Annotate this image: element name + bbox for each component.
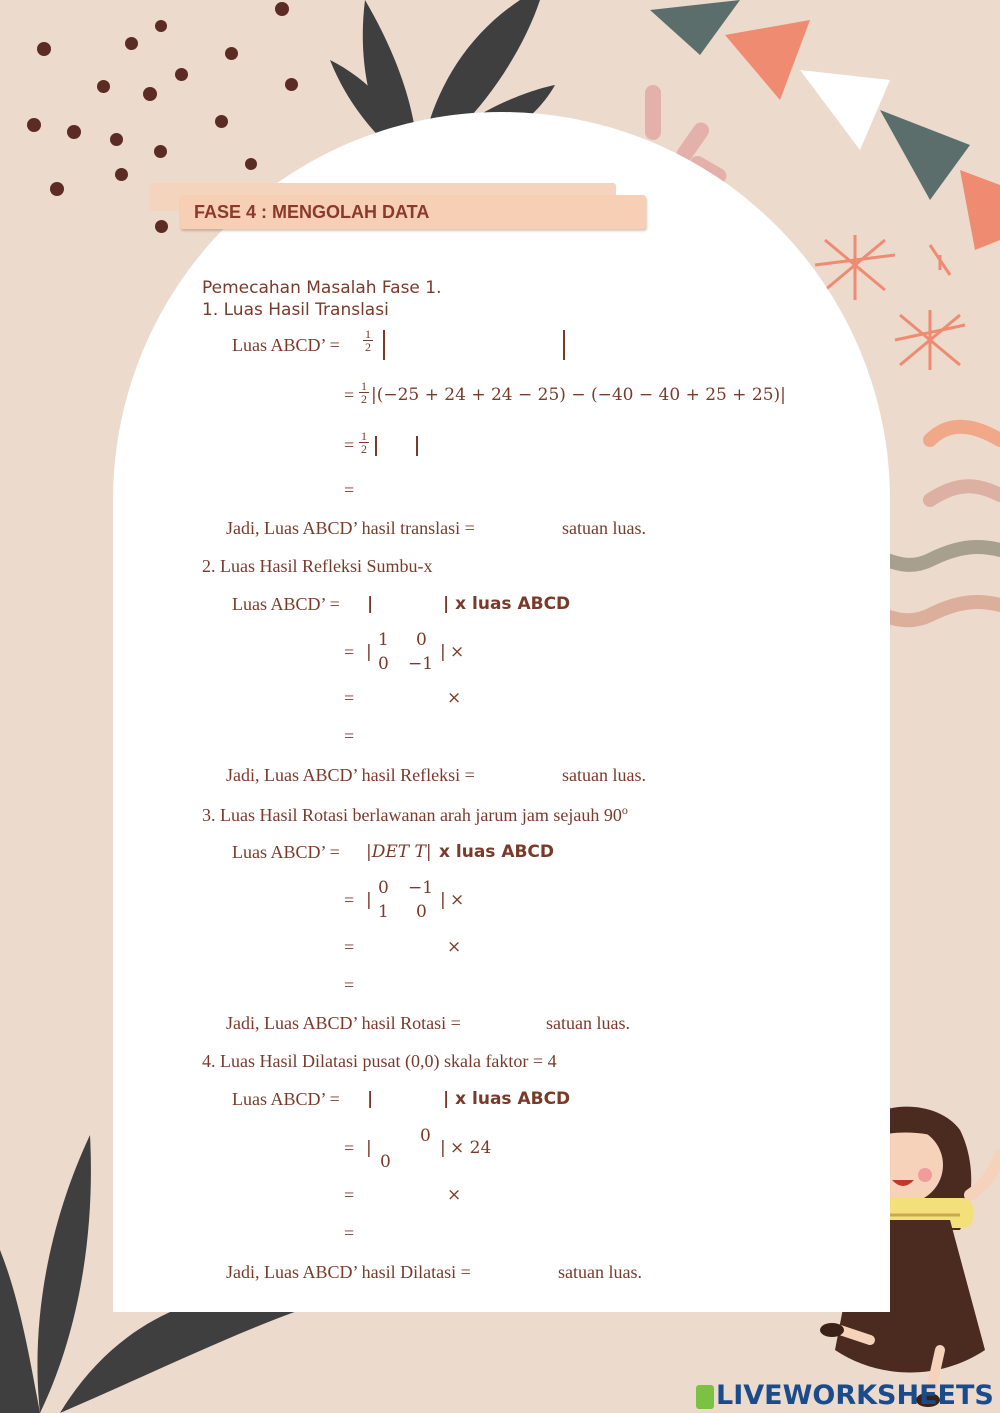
answer-box-refleksi-final[interactable] [512, 761, 558, 787]
matrix-cell: 1 [378, 630, 389, 650]
translasi-expression: |(−25 + 24 + 24 − 25) − (−40 − 40 + 25 + 25)| [371, 385, 786, 405]
answer-box-rotasi-det-val[interactable] [360, 933, 440, 959]
answer-box-dilatasi-m22[interactable] [404, 1150, 434, 1170]
answer-box-dilatasi-det-val[interactable] [360, 1181, 440, 1207]
answer-box-rotasi-area[interactable] [466, 933, 526, 959]
matrix-cell: 1 [378, 902, 389, 922]
answer-box-dilatasi-area[interactable] [466, 1181, 526, 1207]
answer-box-translasi-result[interactable] [362, 476, 482, 502]
matrix-cell: −1 [408, 878, 434, 898]
translasi-lhs: Luas ABCD’ = [232, 335, 340, 355]
matrix-cell: 0 [420, 1126, 431, 1146]
section-title-translasi: 1. Luas Hasil Translasi [202, 300, 389, 320]
matrix-cell: 0 [416, 902, 427, 922]
answer-box-refleksi-det[interactable] [377, 592, 439, 616]
liveworksheets-logo: LIVEWORKSHEETS [696, 1380, 994, 1411]
answer-box-refleksi-det-val[interactable] [360, 684, 440, 710]
phase-header [180, 195, 646, 229]
answer-box-rotasi-final[interactable] [496, 1009, 542, 1035]
answer-box-determinant[interactable] [392, 330, 557, 360]
fraction-half: $\frac{1}{2}$ [365, 327, 371, 354]
matrix-cell: −1 [408, 654, 434, 674]
matrix-cell: 0 [378, 654, 389, 674]
answer-box-abs-value[interactable] [380, 434, 412, 458]
answer-box-dilatasi-result[interactable] [360, 1219, 460, 1245]
intro-line: Pemecahan Masalah Fase 1. [202, 278, 442, 298]
section-title-rotasi: 3. Luas Hasil Rotasi berlawanan arah jarum jam sejauh 90$^o$ [202, 803, 628, 825]
translasi-conclusion: Jadi, Luas ABCD’ hasil translasi = [226, 518, 475, 538]
section-title-refleksi: 2. Luas Hasil Refleksi Sumbu-x [202, 556, 433, 576]
answer-box-translasi-final[interactable] [512, 514, 558, 540]
phase-title: FASE 4 : MENGOLAH DATA [194, 202, 430, 222]
answer-box-refleksi-area[interactable] [466, 684, 526, 710]
matrix-cell: 0 [380, 1152, 391, 1172]
answer-box-rotasi-result[interactable] [360, 971, 460, 997]
matrix-cell: 0 [416, 630, 427, 650]
answer-box-dilatasi-det[interactable] [377, 1087, 439, 1111]
answer-box-refleksi-result[interactable] [360, 722, 460, 748]
answer-box-dilatasi-final[interactable] [508, 1258, 554, 1284]
section-title-dilatasi: 4. Luas Hasil Dilatasi pusat (0,0) skala faktor = 4 [202, 1051, 557, 1071]
answer-box-dilatasi-m11[interactable] [376, 1128, 406, 1148]
matrix-cell: 0 [378, 878, 389, 898]
